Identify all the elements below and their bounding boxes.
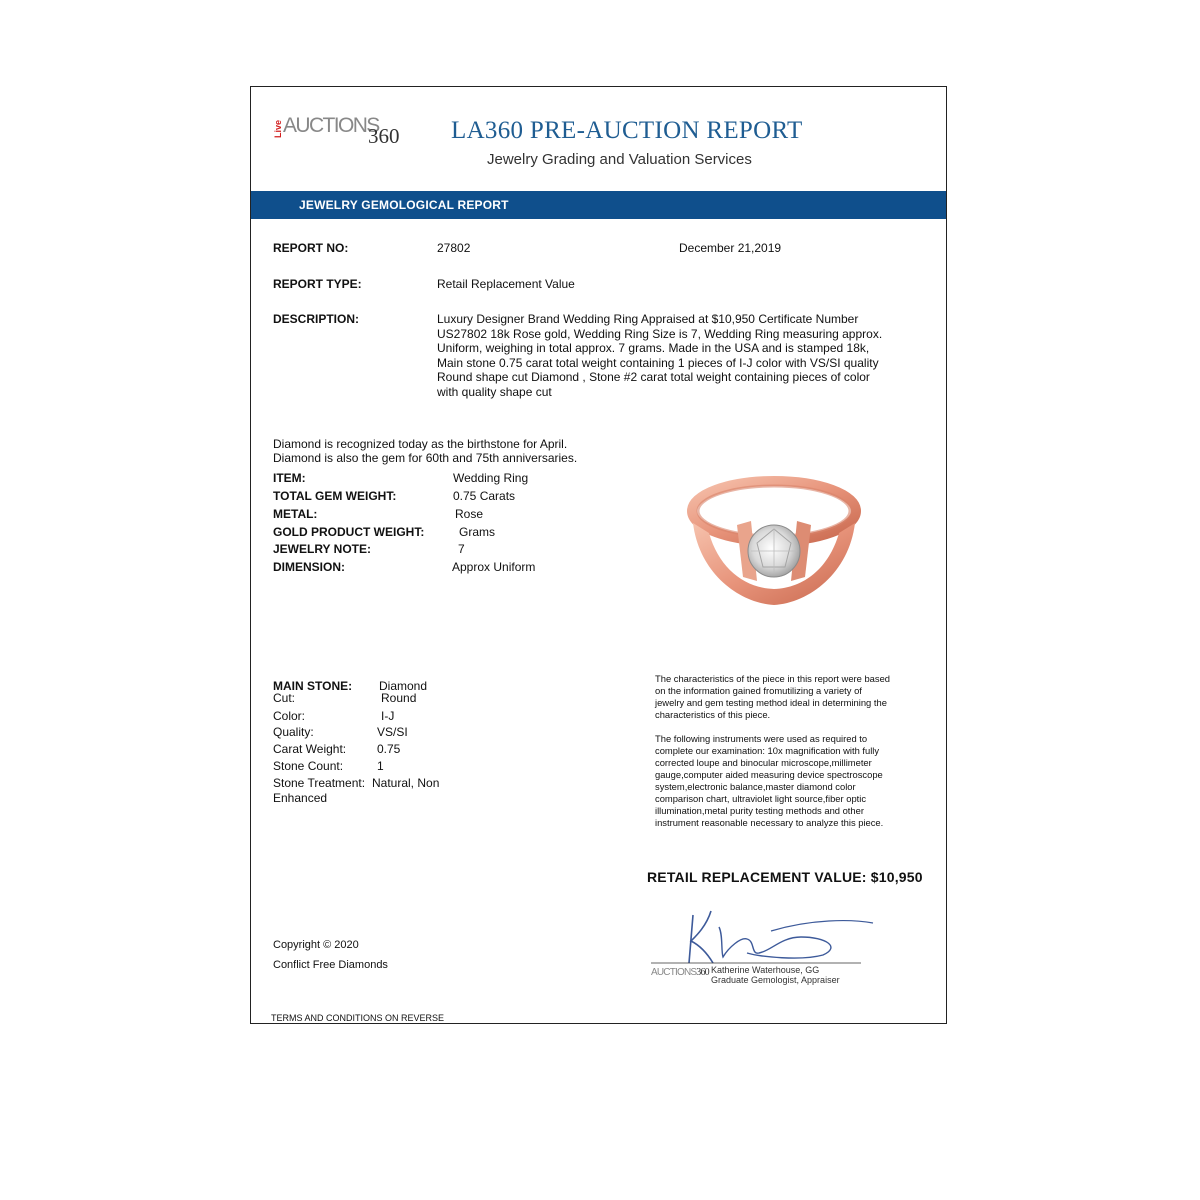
description-line: Luxury Designer Brand Wedding Ring Appraised at $10,950 Certificate Number bbox=[437, 312, 859, 326]
appraiser-title: Graduate Gemologist, Appraiser bbox=[711, 975, 840, 985]
signature-image bbox=[651, 907, 881, 965]
disclaimer-paragraph-1 bbox=[655, 673, 915, 721]
stone-treatment-label: Stone Treatment: bbox=[273, 776, 366, 790]
signature-logo-auctions: AUCTIONS bbox=[651, 967, 697, 978]
report-no-label: REPORT NO: bbox=[273, 241, 349, 255]
section-banner bbox=[251, 191, 946, 219]
metal-label: METAL: bbox=[273, 507, 318, 521]
description-text bbox=[437, 312, 907, 400]
report-subtitle: Jewelry Grading and Valuation Services bbox=[487, 151, 752, 168]
report-title: LA360 PRE-AUCTION REPORT bbox=[451, 117, 803, 144]
description-line: Uniform, weighing in total approx. 7 grams. Made in the USA and is stamped 18k, bbox=[437, 341, 870, 356]
disclaimer-line: The characteristics of the piece in this report were based bbox=[655, 673, 891, 684]
signature-logo bbox=[651, 967, 709, 978]
carat-weight-label: Carat Weight: bbox=[273, 742, 347, 756]
auction-logo bbox=[273, 112, 413, 152]
report-no-value: 27802 bbox=[437, 241, 471, 255]
disclaimer-line: comparison chart, ultraviolet light source,fiber optic bbox=[655, 793, 867, 804]
item-value: Wedding Ring bbox=[453, 471, 529, 485]
disclaimer-line: jewelry and gem testing method ideal in determining the bbox=[655, 697, 887, 708]
disclaimer-line: corrected loupe and binocular microscope,millimeter bbox=[655, 757, 872, 768]
metal-value: Rose bbox=[455, 507, 484, 521]
disclaimer-line: The following instruments were used as required to bbox=[655, 733, 868, 744]
dimension-label: DIMENSION: bbox=[273, 560, 345, 574]
disclaimer-line: instrument reasonable necessary to analyze this piece. bbox=[655, 817, 884, 828]
disclaimer-line: system,electronic balance,master diamond color bbox=[655, 781, 856, 792]
description-line: US27802 18k Rose gold, Wedding Ring Size is 7, Wedding Ring measuring approx. bbox=[437, 326, 883, 341]
ring-image bbox=[679, 463, 869, 613]
banner-text: JEWELRY GEMOLOGICAL REPORT bbox=[299, 198, 509, 212]
main-stone-label: MAIN STONE: bbox=[273, 679, 353, 693]
jewelry-note-value: 7 bbox=[458, 542, 465, 556]
description-label: DESCRIPTION: bbox=[273, 312, 360, 326]
stone-treatment-value: Natural, Non bbox=[372, 776, 440, 790]
disclaimer-paragraph-2 bbox=[655, 733, 915, 829]
terms-text: TERMS AND CONDITIONS ON REVERSE bbox=[271, 1013, 445, 1023]
stone-count-value: 1 bbox=[377, 759, 384, 773]
report-date: December 21,2019 bbox=[679, 241, 782, 255]
main-stone-value: Diamond bbox=[379, 679, 428, 693]
logo-live-text: Live bbox=[273, 120, 283, 139]
stone-count-label: Stone Count: bbox=[273, 759, 344, 773]
gold-weight-label: GOLD PRODUCT WEIGHT: bbox=[273, 525, 425, 539]
jewelry-note-label: JEWELRY NOTE: bbox=[273, 542, 372, 556]
birthstone-line: Diamond is also the gem for 60th and 75th anniversaries. bbox=[273, 451, 578, 465]
cut-label: Cut: bbox=[273, 691, 296, 705]
item-label: ITEM: bbox=[273, 471, 306, 485]
disclaimer-line: on the information gained fromutilizing a variety of bbox=[655, 685, 862, 696]
stone-treatment-value-2: Enhanced bbox=[273, 791, 328, 805]
birthstone-line: Diamond is recognized today as the birthstone for April. bbox=[273, 437, 568, 451]
disclaimer-line: complete our examination: 10x magnification with fully bbox=[655, 745, 880, 756]
signature-block bbox=[651, 907, 881, 987]
description-line: with quality shape cut bbox=[437, 384, 552, 399]
report-type-value: Retail Replacement Value bbox=[437, 277, 575, 291]
appraiser-name: Katherine Waterhouse, GG bbox=[711, 965, 820, 975]
dimension-value: Approx Uniform bbox=[452, 560, 536, 574]
quality-label: Quality: bbox=[273, 725, 314, 739]
logo-360-text: 360 bbox=[368, 124, 400, 148]
logo-auctions-text: AUCTIONS bbox=[283, 114, 379, 137]
appraiser-info bbox=[711, 965, 840, 985]
report-type-label: REPORT TYPE: bbox=[273, 277, 362, 291]
birthstone-note bbox=[273, 437, 577, 465]
total-gem-weight-value: 0.75 Carats bbox=[453, 489, 516, 503]
carat-weight-value: 0.75 bbox=[377, 742, 401, 756]
description-line: Main stone 0.75 carat total weight containing 1 pieces of I-J color with VS/SI quality bbox=[437, 355, 879, 370]
gold-weight-value: Grams bbox=[459, 525, 495, 539]
cut-value: Round bbox=[381, 691, 417, 705]
description-line: Round shape cut Diamond , Stone #2 carat total weight containing pieces of color bbox=[437, 370, 870, 385]
conflict-free-text: Conflict Free Diamonds bbox=[273, 959, 388, 971]
color-label: Color: bbox=[273, 709, 306, 723]
copyright-text: Copyright © 2020 bbox=[273, 939, 359, 951]
retail-value: RETAIL REPLACEMENT VALUE: $10,950 bbox=[647, 869, 923, 885]
total-gem-weight-label: TOTAL GEM WEIGHT: bbox=[273, 489, 397, 503]
disclaimer-line: gauge,computer aided measuring device spectroscope bbox=[655, 769, 883, 780]
signature-logo-360: 360 bbox=[696, 967, 709, 978]
quality-value: VS/SI bbox=[377, 725, 408, 739]
disclaimer-line: characteristics of this piece. bbox=[655, 709, 771, 720]
disclaimer-line: illumination,metal purity testing methods and other bbox=[655, 805, 864, 816]
report-document bbox=[250, 86, 947, 1024]
color-value: I-J bbox=[381, 709, 395, 723]
